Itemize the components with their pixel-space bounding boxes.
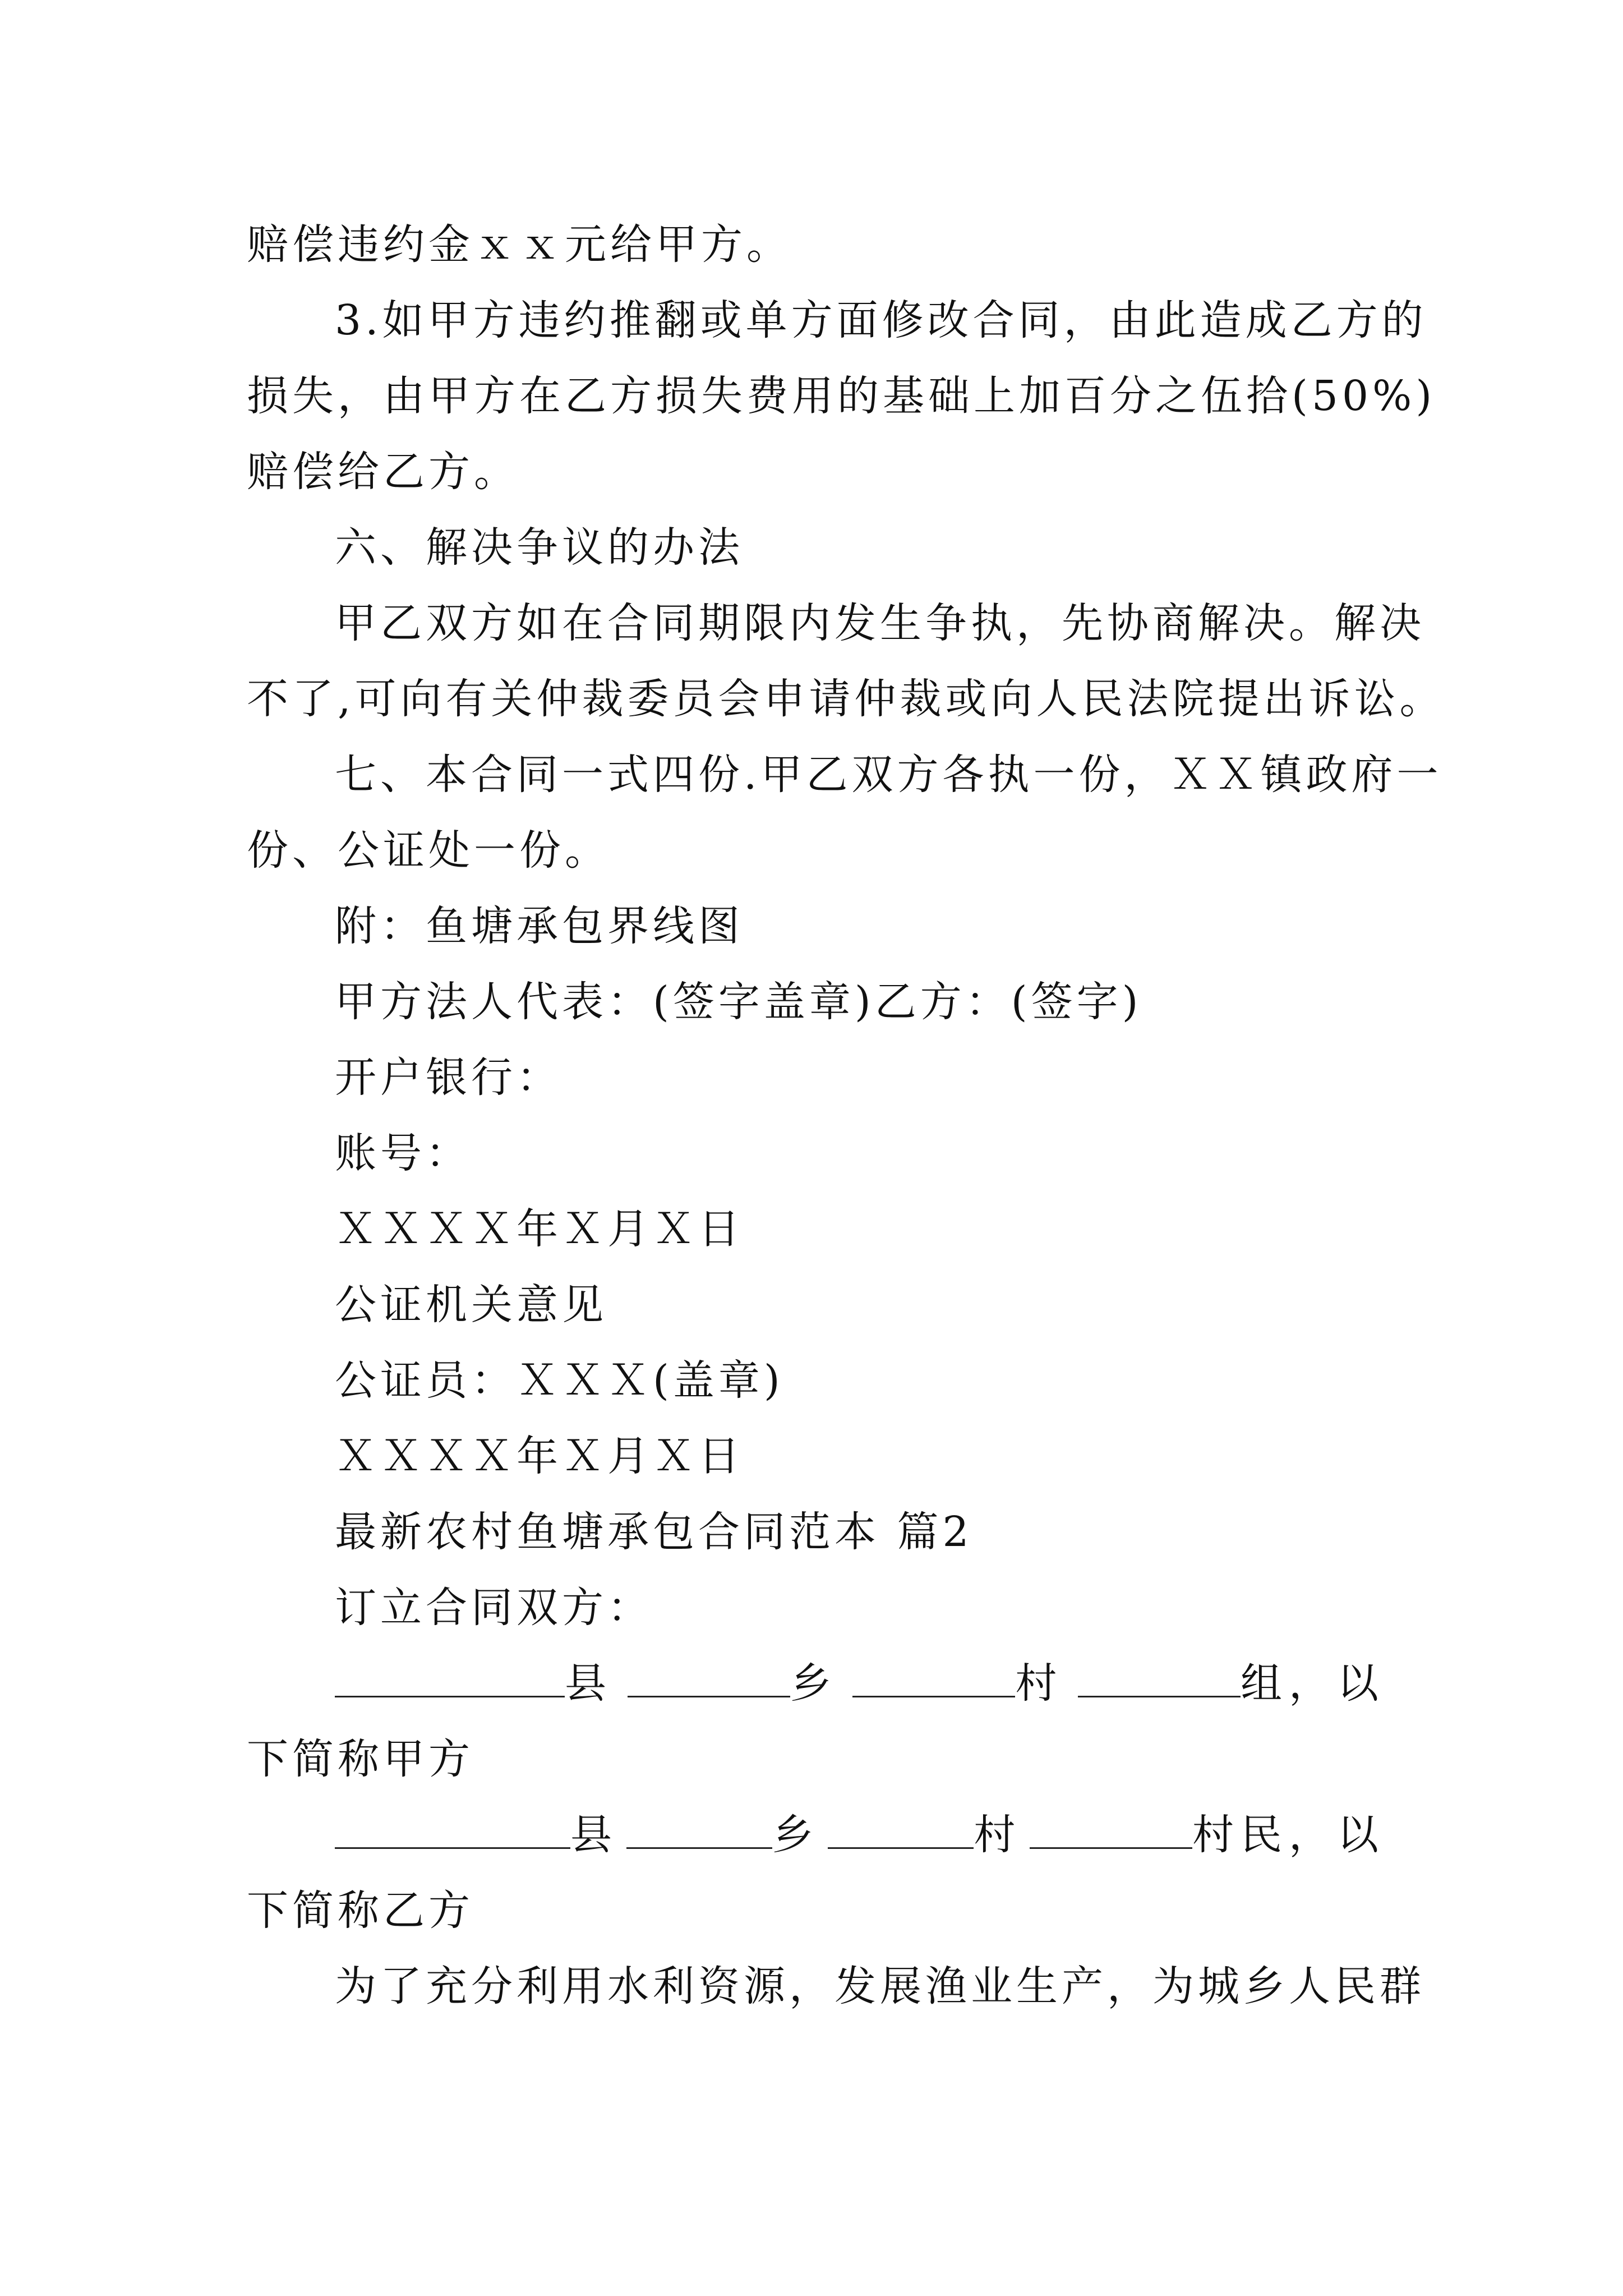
label-group: 组，以 — [1240, 1659, 1385, 1708]
text-line: 七、本合同一式四份.甲乙双方各执一份，ＸＸ镇政府一 — [335, 751, 1442, 799]
blank-field — [335, 1806, 570, 1849]
party-a-group — [1078, 1644, 1385, 1723]
date-line: ＸＸＸＸ年Ｘ月Ｘ日 — [335, 1205, 744, 1253]
party-a-township — [628, 1644, 832, 1723]
text-line: 为了充分利用水利资源，发展渔业生产，为城乡人民群 — [335, 1962, 1425, 2010]
text-line: 订立合同双方： — [335, 1584, 653, 1632]
party-a-county — [335, 1644, 606, 1723]
text-line: 不了,可向有关仲裁委员会申请仲裁或向人民法院提出诉讼。 — [247, 675, 1445, 723]
date-line: ＸＸＸＸ年Ｘ月Ｘ日 — [335, 1432, 744, 1480]
party-b-village — [828, 1796, 1015, 1874]
party-a-village — [852, 1644, 1057, 1723]
text-line: 赔偿给乙方。 — [247, 448, 519, 496]
party-b-township — [626, 1796, 814, 1874]
label-villager: 村民，以 — [1192, 1811, 1385, 1859]
signature-line: 甲方法人代表：(签字盖章)乙方：(签字) — [335, 978, 1142, 1026]
blank-field — [1030, 1806, 1192, 1849]
party-a-line — [335, 1644, 1385, 1723]
blank-field — [1078, 1654, 1241, 1697]
notary-line: 公证员：ＸＸＸ(盖章) — [335, 1356, 784, 1405]
label-county: 县 — [565, 1659, 606, 1708]
party-b-county — [335, 1796, 612, 1874]
blank-field — [852, 1654, 1015, 1697]
label-township: 乡 — [790, 1659, 832, 1708]
text-line: 3.如甲方违约推翻或单方面修改合同，由此造成乙方的 — [335, 296, 1427, 344]
bank-field: 开户银行： — [335, 1053, 562, 1102]
blank-field — [628, 1654, 790, 1697]
party-b-line — [335, 1796, 1385, 1874]
text-line: 损失，由甲方在乙方损失费用的基础上加百分之伍拾(50%) — [247, 372, 1436, 420]
label-village: 村 — [1015, 1659, 1057, 1708]
text-line: 下简称甲方 — [247, 1735, 474, 1783]
text-line: 甲乙双方如在合同期限内发生争执，先协商解决。解决 — [335, 599, 1425, 647]
label-county: 县 — [570, 1811, 612, 1859]
blank-field — [335, 1654, 565, 1697]
section-heading: 六、解决争议的办法 — [335, 523, 744, 572]
text-line: 附：鱼塘承包界线图 — [335, 902, 744, 950]
blank-field — [828, 1806, 974, 1849]
section-title: 最新农村鱼塘承包合同范本 篇2 — [335, 1508, 973, 1556]
text-line: 下简称乙方 — [247, 1887, 474, 1935]
text-line: 份、公证处一份。 — [247, 826, 610, 875]
label-village: 村 — [974, 1811, 1016, 1859]
blank-field — [626, 1806, 772, 1849]
text-line: 赔偿违约金ｘｘ元给甲方。 — [247, 220, 792, 269]
label-township: 乡 — [772, 1811, 814, 1859]
party-b-villager — [1030, 1796, 1385, 1874]
text-line: 公证机关意见 — [335, 1281, 607, 1329]
account-field: 账号： — [335, 1129, 471, 1177]
